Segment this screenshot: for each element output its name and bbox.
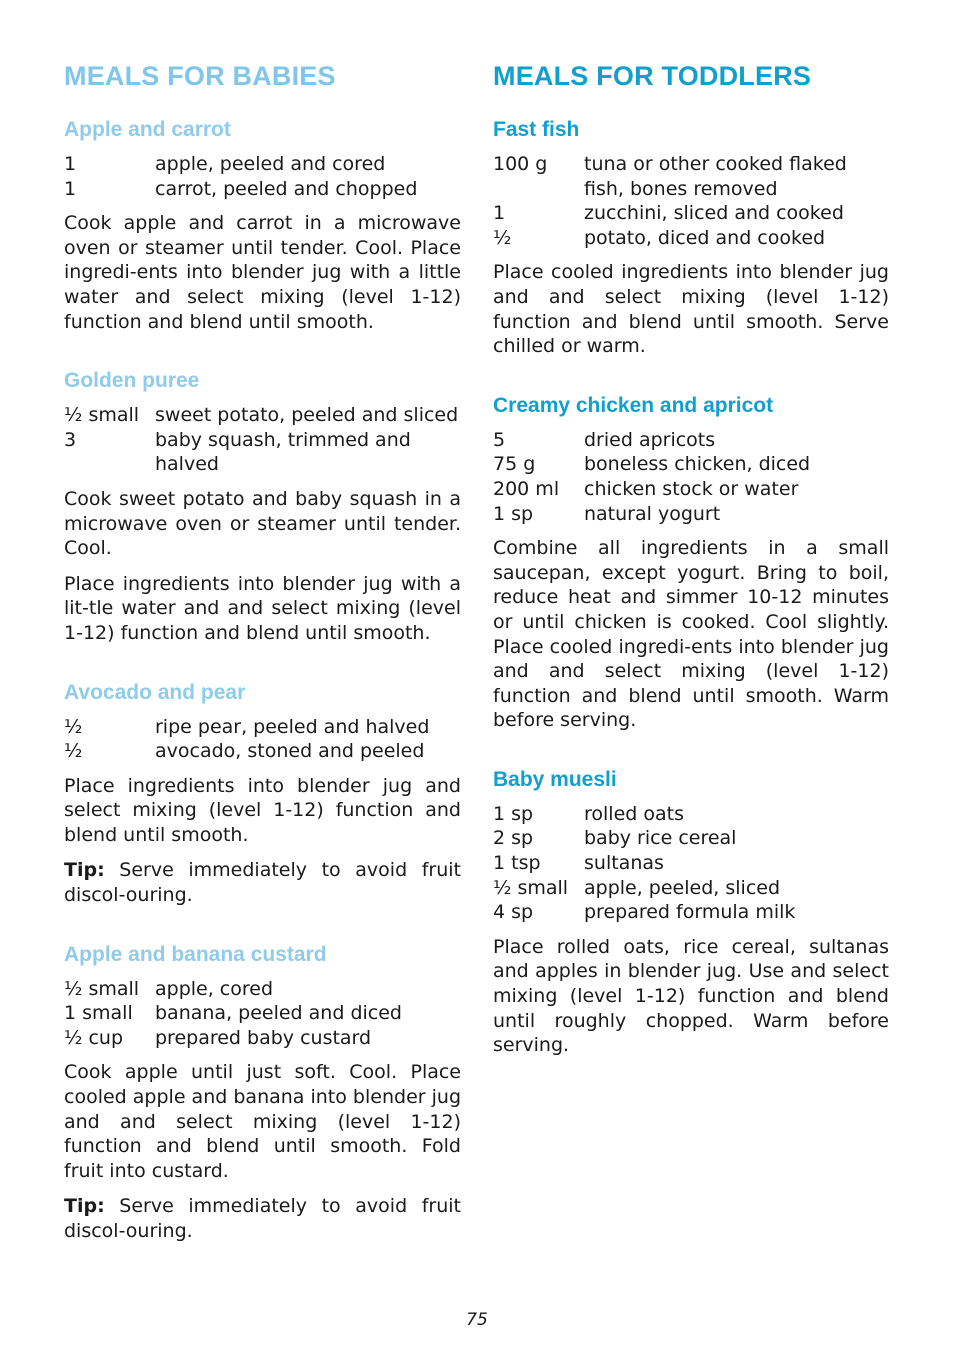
method-paragraph: Cook sweet potato and baby squash in a microwave oven or steamer until tender. Cool.	[64, 487, 461, 560]
recipe-title: Avocado and pear	[64, 680, 246, 704]
ingredient-item: boneless chicken, diced	[584, 453, 811, 476]
section-title-toddlers: MEALS FOR TODDLERS	[493, 61, 812, 91]
ingredient-list	[64, 152, 461, 201]
ingredient-quantity: ½ small	[493, 876, 569, 899]
recipe-list	[493, 116, 889, 1058]
ingredient-item: avocado, stoned and peeled	[155, 740, 425, 763]
ingredient-item: carrot, peeled and chopped	[155, 177, 418, 200]
ingredient-row	[493, 876, 889, 901]
ingredient-list	[64, 403, 461, 477]
ingredient-item: prepared baby custard	[155, 1026, 372, 1049]
ingredient-item: baby rice cereal	[584, 827, 737, 850]
method-paragraph: Cook apple and carrot in a microwave oven or steamer until tender. Cool. Place ingredi-ents into blender jug with a little water and select mixing (level 1-12) function and blend until smooth.	[64, 212, 461, 333]
ingredient-item: ripe pear, peeled and halved	[155, 715, 430, 738]
ingredient-item: baby squash, trimmed and halved	[155, 428, 411, 476]
ingredient-row	[493, 201, 889, 226]
recipe	[64, 679, 461, 908]
ingredient-row	[493, 428, 889, 453]
recipe	[493, 116, 889, 359]
ingredient-row	[493, 826, 889, 851]
ingredient-item: apple, cored	[155, 977, 274, 1000]
ingredient-quantity: ½ small	[64, 977, 140, 1000]
ingredient-row	[64, 403, 461, 428]
recipe-title: Creamy chicken and apricot	[493, 393, 774, 417]
tip-paragraph	[64, 858, 461, 907]
ingredient-quantity: 3	[64, 428, 77, 451]
ingredient-list	[64, 715, 461, 764]
recipe	[64, 367, 461, 645]
ingredient-row	[64, 715, 461, 740]
ingredient-list	[64, 977, 461, 1051]
ingredient-item: natural yogurt	[584, 502, 721, 525]
page-number: 75	[466, 1310, 488, 1330]
left-column	[64, 58, 461, 1277]
recipe-title: Golden puree	[64, 369, 200, 393]
ingredient-quantity: 1 small	[64, 1002, 133, 1025]
ingredient-quantity: 1 tsp	[493, 852, 541, 875]
ingredient-row	[493, 851, 889, 876]
ingredient-quantity: 100 g	[493, 153, 548, 175]
ingredient-row	[493, 900, 889, 925]
method-paragraph: Place ingredients into blender jug and select mixing (level 1-12) function and blend until smooth.	[64, 774, 461, 846]
recipe	[64, 116, 461, 334]
section-title-babies: MEALS FOR BABIES	[64, 61, 336, 91]
ingredient-row	[493, 502, 889, 527]
recipe-title: Apple and carrot	[64, 118, 231, 141]
ingredient-row	[64, 428, 461, 477]
ingredient-item: zucchini, sliced and cooked	[584, 202, 844, 225]
method-paragraph: Place ingredients into blender jug with a lit-tle water and and select mixing (level 1-12) function and blend until smooth.	[64, 572, 461, 644]
ingredient-row	[64, 739, 461, 764]
ingredient-item: rolled oats	[584, 802, 684, 825]
ingredient-item: tuna or other cooked flaked fish, bones removed	[584, 153, 847, 200]
ingredient-quantity: ½ small	[64, 404, 140, 427]
ingredient-quantity: 1	[64, 153, 77, 175]
ingredient-quantity: ½	[64, 740, 83, 763]
recipe	[64, 941, 461, 1244]
ingredient-list	[493, 152, 889, 250]
ingredient-quantity: 5	[493, 428, 506, 451]
tip-label: Tip:	[64, 859, 105, 882]
ingredient-list	[493, 428, 889, 526]
ingredient-item: sweet potato, peeled and sliced	[155, 404, 459, 427]
ingredient-item: sultanas	[584, 852, 664, 875]
ingredient-item: apple, peeled and cored	[155, 153, 386, 175]
ingredient-quantity: 4 sp	[493, 901, 534, 924]
ingredient-quantity: ½	[64, 715, 83, 738]
tip-text: Serve immediately to avoid fruit discol-ouring.	[64, 859, 461, 907]
ingredient-row	[64, 177, 461, 202]
method-paragraph: Cook apple until just soft. Cool. Place cooled apple and banana into blender jug and and select mixing (level 1-12) function and blend until smooth. Fold fruit into custard.	[64, 1061, 461, 1182]
right-column	[493, 58, 889, 1091]
ingredient-list	[493, 802, 889, 925]
ingredient-quantity: 75 g	[493, 453, 536, 476]
ingredient-row	[493, 226, 889, 251]
ingredient-row	[493, 802, 889, 827]
tip-label: Tip:	[64, 1195, 105, 1218]
ingredient-item: prepared formula milk	[584, 901, 796, 924]
recipe	[493, 766, 889, 1058]
recipe-title: Apple and banana custard	[64, 942, 327, 966]
ingredient-row	[493, 477, 889, 502]
ingredient-quantity: 1	[64, 177, 77, 200]
ingredient-row	[493, 452, 889, 477]
ingredient-row	[493, 152, 889, 201]
ingredient-quantity: 1 sp	[493, 802, 534, 825]
ingredient-row	[64, 977, 461, 1002]
ingredient-quantity: 1 sp	[493, 502, 534, 525]
recipe-title: Fast fish	[493, 118, 580, 141]
ingredient-quantity: 200 ml	[493, 477, 560, 500]
ingredient-row	[64, 1001, 461, 1026]
ingredient-row	[64, 1026, 461, 1051]
tip-text: Serve immediately to avoid fruit discol-ouring.	[64, 1195, 461, 1242]
method-paragraph: Combine all ingredients in a small saucepan, except yogurt. Bring to boil, reduce heat and simmer 10-12 minutes or until chicken is cooked. Cool slightly. Place cooled ingredi-ents into blender jug and and select mixing (level 1-12) function and blend until smooth. Warm before serving.	[493, 537, 889, 732]
ingredient-row	[64, 152, 461, 177]
ingredient-item: potato, diced and cooked	[584, 226, 826, 249]
ingredient-quantity: ½	[493, 226, 512, 249]
method-paragraph: Place cooled ingredients into blender jug and and select mixing (level 1-12) function and blend until smooth. Serve chilled or warm.	[493, 261, 889, 358]
ingredient-quantity: 1	[493, 202, 506, 225]
ingredient-quantity: 2 sp	[493, 827, 534, 850]
method-paragraph: Place rolled oats, rice cereal, sultanas and apples in blender jug. Use and select mixing (level 1-12) function and blend until roughly chopped. Warm before serving.	[493, 935, 889, 1057]
recipe-list	[64, 116, 461, 1244]
ingredient-item: dried apricots	[584, 428, 716, 451]
ingredient-item: apple, peeled, sliced	[584, 876, 781, 899]
ingredient-item: chicken stock or water	[584, 477, 799, 500]
recipe	[493, 392, 889, 733]
ingredient-item: banana, peeled and diced	[155, 1002, 402, 1025]
ingredient-quantity: ½ cup	[64, 1026, 124, 1049]
tip-paragraph	[64, 1194, 461, 1243]
recipe-title: Baby muesli	[493, 767, 617, 791]
